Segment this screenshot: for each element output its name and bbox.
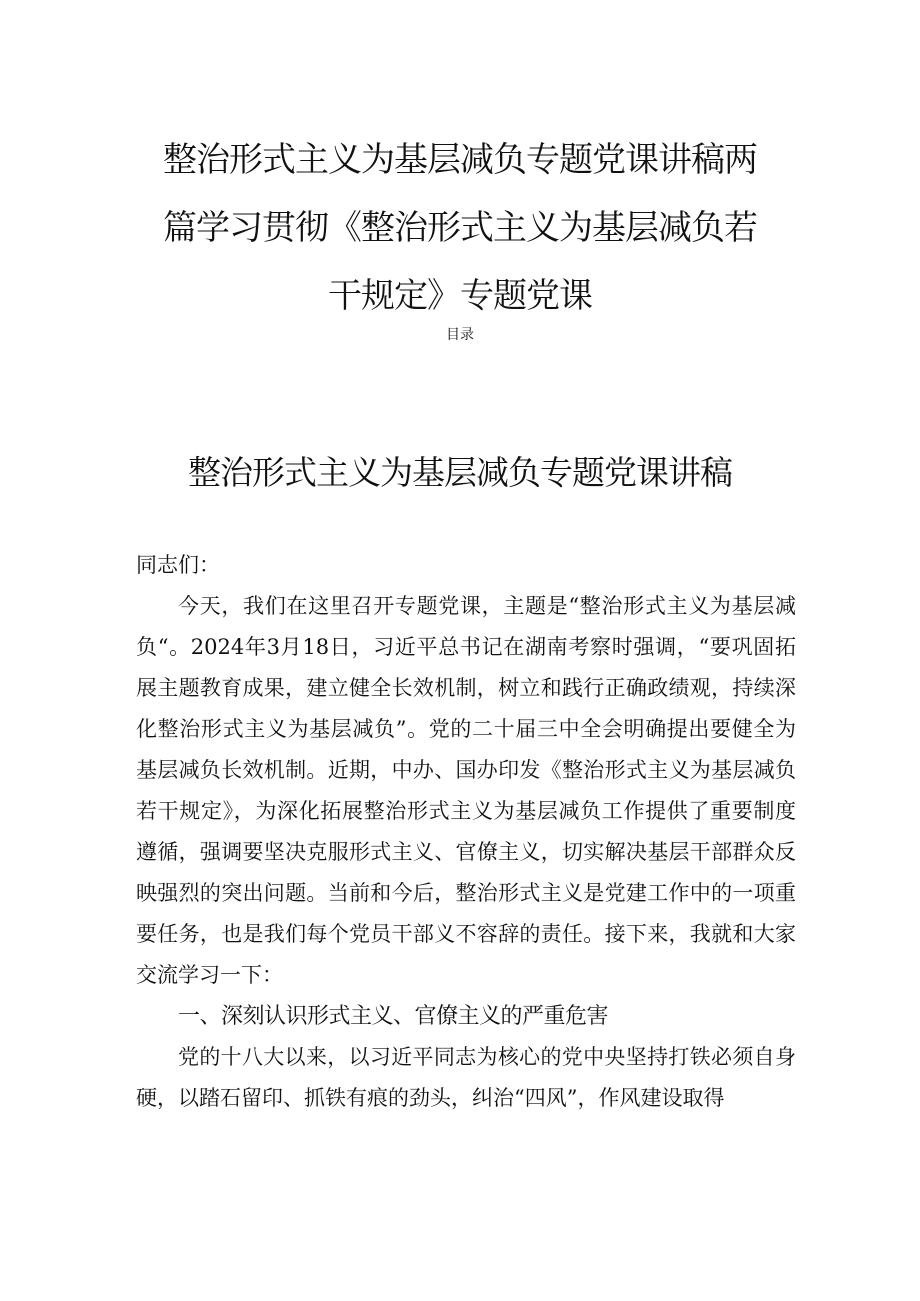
section-title: 整治形式主义为基层减负专题党课讲稿 <box>188 453 732 492</box>
toc-label: 目录 <box>446 327 474 343</box>
title-line-3: 干规定》专题党课 <box>328 276 592 316</box>
title-line-1: 整治形式主义为基层减负专题党课讲稿两 <box>163 140 757 180</box>
salutation: 同志们： <box>136 553 220 577</box>
title-line-2: 篇学习贯彻《整治形式主义为基层减负若 <box>163 208 757 248</box>
paragraph-intro: 今天，我们在这里召开专题党课，主题是“整治形式主义为基层减负“。2024年3月18日，习近平总书记在湖南考察时强调，“要巩固拓展主题教育成果，建立健全长效机制，树立和践行正确政绩观，持续深化整治形式主义为基层减负”。党的二十届三中全会明确提出要健全为基层减负长效机制。近期，中办、国办印发《整治形式主义为基层减负若干规定》，为深化拓展整治形式主义为基层减负工作提供了重要制度遵循，强调要坚决克服形式主义、官僚主义，切实解决基层干部群众反映强烈的突出问题。当前和今后，整治形式主义是党建工作中的一项重要任务，也是我们每个党员干部义不容辞的责任。接下来，我就和大家交流学习一下： <box>136 594 796 987</box>
document-title <box>130 126 790 330</box>
heading-section-1: 一、深刻认识形式主义、官僚主义的严重危害 <box>178 1004 609 1029</box>
paragraph-section-1: 党的十八大以来，以习近平同志为核心的党中央坚持打铁必须自身硬，以踏石留印、抓铁有痕的劲头，纠治“四风”，作风建设取得 <box>136 1045 796 1110</box>
body-text <box>136 545 796 1119</box>
